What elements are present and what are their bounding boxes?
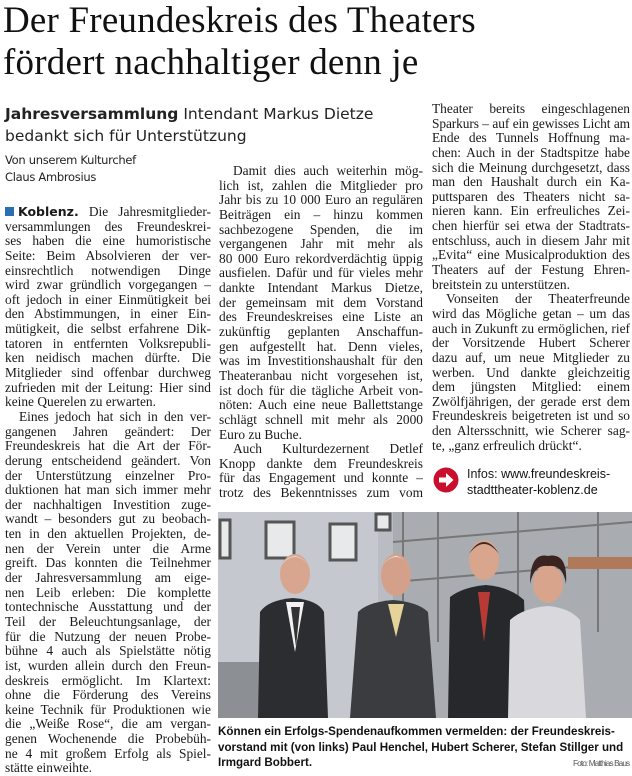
text-line: greift. Das konnten die Teilnehmer xyxy=(5,555,211,571)
text-line: vergangenen Jahr mit mehr als xyxy=(219,236,423,252)
text-line: puttsparen des Theaters nicht sa- xyxy=(432,188,630,204)
text-line: für das Engagement und konnte – xyxy=(219,470,423,486)
text-line: Ende des Tunnels Hoffnung ma- xyxy=(432,130,630,146)
text-line: keine Querelen zu erwarten. xyxy=(5,394,156,410)
text-line: oft jedoch in einer Einmütigkeit bei xyxy=(5,291,211,307)
text-line: des Freundeskreises eine Liste an xyxy=(219,309,423,325)
group-photo xyxy=(218,512,632,718)
text-line: der gemeinsam mit dem Vorstand xyxy=(219,294,423,310)
dateline: Koblenz. xyxy=(18,204,79,219)
text-line: zukünftig geplanten Anschaffun- xyxy=(219,324,423,340)
arrow-right-circle-icon xyxy=(433,467,459,497)
text-line: wird zwar gründlich vorgegangen – xyxy=(5,277,211,293)
text-line: wird das Mögliche getan – um das xyxy=(432,305,630,321)
text-line: gen aufgestellt hat. Denn vieles, xyxy=(219,338,423,354)
text-line: Seite: Beim Absolvieren der ver- xyxy=(5,247,211,263)
text-line: der Jahresversammlung am eige- xyxy=(5,570,211,586)
info-label: Infos: xyxy=(467,467,498,481)
text-line: nöten: Auch eine neue Ballettstange xyxy=(219,397,423,413)
text-line: für die Nutzung der neuen Probe- xyxy=(5,628,211,644)
text-line: ten in den aktuellen Projekten, de- xyxy=(5,526,211,542)
article-paragraph xyxy=(432,102,630,292)
text-line: Mitglieder sind offenbar durchweg xyxy=(5,365,211,381)
article-paragraph xyxy=(219,442,423,501)
text-line: chen hierfür sei etwa der Stadtrats- xyxy=(432,218,630,234)
text-line: den Altersschnitt, wie Scherer sag- xyxy=(432,423,630,439)
article-column-3 xyxy=(432,102,630,453)
text-line xyxy=(5,205,211,220)
caption-line-3: Irmgard Bobbert. xyxy=(218,756,313,769)
text-line: zufrieden mit der Leitung: Hier sind xyxy=(5,379,211,395)
text-line: dankte Intendant Markus Dietze, xyxy=(219,280,423,296)
text-line: Freundeskreis beigetreten ist und so xyxy=(432,408,630,424)
text-line: Zwölfjährigen, der gerade erst dem xyxy=(432,393,630,409)
subhead-text: Intendant Markus Dietze bedankt sich für Unterstützung xyxy=(5,105,374,145)
text-line: lich ist, zahlen die Mitglieder pro xyxy=(219,177,423,193)
text-line: der Vorsitzende Hubert Scherer xyxy=(432,335,630,351)
text-line: 80 000 Euro rekordverdächtig üppig xyxy=(219,250,423,266)
text-line: ne 4 mit großem Erfolg als Spiel- xyxy=(5,745,211,761)
article-paragraph xyxy=(432,292,630,453)
text-line: tatoren in entfernten Volksrepubli- xyxy=(5,335,211,351)
text-line: ist, wurden allein durch den Freun- xyxy=(5,657,211,673)
text-line: te, „ganz erfreulich drückt“. xyxy=(432,437,582,453)
info-box xyxy=(433,466,629,498)
photo-caption xyxy=(218,724,630,771)
info-url-part-1[interactable]: www.freundeskreis- xyxy=(501,467,611,481)
headline-line-1: Der Freundeskreis des Theaters xyxy=(3,0,476,41)
text-line: stätte einweihte. xyxy=(5,760,93,776)
subhead-kicker: Jahresversammlung xyxy=(5,105,179,123)
text-line: sich die Meinung durchgesetzt, dass xyxy=(432,159,630,175)
text-line: chen: Auch in der Stadtspitze habe xyxy=(432,144,630,160)
text-line: was im Investitionshaushalt für den xyxy=(219,353,423,369)
text-line: ken neidisch machen dürfte. Die xyxy=(5,350,211,366)
text-line: ses haben die eine humoristische xyxy=(5,233,211,249)
text-line: trotz des Bekenntnisses zum vom xyxy=(219,485,423,501)
text-line: die „Weiße Rose“, die am vergan- xyxy=(5,716,211,732)
text-line: werben. Und dankte gleichzeitig xyxy=(432,364,630,380)
text-line: nen Leib erleben: Die komplette xyxy=(5,584,211,600)
text-line: entschluss, auch in diesem Jahr mit xyxy=(432,232,630,248)
text-line: Freundeskreis hat die Art der För- xyxy=(5,438,211,454)
text-line: Beiträgen ein – hinzu kommen xyxy=(219,206,423,222)
text-line: Sparkurs – auf ein gewisses Licht am xyxy=(432,115,630,131)
text-line: wandt – besonders gut zu beobach- xyxy=(5,511,211,527)
text-line: bühne 4 auch als Spielstätte nötig xyxy=(5,643,211,659)
text-line: dazu auf, um neue Mitglieder zu xyxy=(432,349,630,365)
text-line: dem jüngsten Mitglied: einem xyxy=(432,379,630,395)
text-line: gangenen Jahren geändert: Der xyxy=(5,423,211,439)
text-line: nieren kann. Ein erfreuliches Zei- xyxy=(432,203,630,219)
text-line: Eines jedoch hat sich in den ver- xyxy=(19,408,211,424)
text-line-rest: Die Jahresmitglieder- xyxy=(88,204,211,219)
text-line: Damit dies auch weiterhin mög- xyxy=(233,163,423,178)
text-line: Theateranbau nicht vorgesehen ist, xyxy=(219,367,423,383)
headline-line-2: fördert nachhaltiger denn je xyxy=(3,42,419,83)
text-line: Knopp dankte dem Freundeskreis xyxy=(219,455,423,471)
article-paragraph xyxy=(5,410,211,776)
text-line: Auch Kulturdezernent Detlef xyxy=(233,441,423,457)
text-line: versammlungen des Freundeskrei- xyxy=(5,218,211,234)
byline-author: Claus Ambrosius xyxy=(5,170,97,184)
info-url-part-2[interactable]: stadttheater-koblenz.de xyxy=(467,483,598,497)
text-line: Theater bereits eingeschlagenen xyxy=(432,101,630,116)
text-line: mütigkeit, die selbst erfahrene Dik- xyxy=(5,321,211,337)
text-line: duktionen hat man sich immer mehr xyxy=(5,482,211,498)
article-column-1 xyxy=(5,205,211,776)
text-line: der nachhaltigen Investition zuge- xyxy=(5,496,211,512)
text-line: auch in Zukunft zu ermöglichen, rief xyxy=(432,320,630,336)
text-line: einsrechtlich notwendigen Dinge xyxy=(5,262,211,278)
text-line: sachbezogene Spenden, die im xyxy=(219,221,423,237)
text-line: der Unterstützung einzelner Pro- xyxy=(5,467,211,483)
article-paragraph xyxy=(5,205,211,410)
text-line: genen Wochenende die Probebüh- xyxy=(5,731,211,747)
caption-line-1: Können ein Erfolgs-Spendenaufkommen vermelden: der Freundeskreis- xyxy=(218,725,615,738)
text-line: ausfielen. Dafür und für vieles mehr xyxy=(219,265,423,281)
article-column-2 xyxy=(219,164,423,501)
headline xyxy=(3,0,623,84)
byline xyxy=(5,152,205,186)
photo-credit: Foto: Matthias Baus xyxy=(573,759,630,768)
text-line: Jahr bis zu 10 000 Euro an regulären xyxy=(219,192,423,208)
text-line: Euro zu Buche. xyxy=(219,426,302,442)
text-line: deskreis ermöglicht. Im Klartext: xyxy=(5,672,211,688)
byline-role: Von unserem Kulturchef xyxy=(5,153,136,167)
text-line: den Abstimmungen, in einer Ein- xyxy=(5,306,211,322)
text-line: ist doch für die tägliche Arbeit von- xyxy=(219,382,423,398)
dateline-square-icon xyxy=(5,207,14,216)
text-line: breitstein zu unterstützen. xyxy=(432,276,570,292)
text-line: derung entscheidend geändert. Von xyxy=(5,452,211,468)
article-paragraph xyxy=(219,164,423,442)
text-line: keine Technik für Produktionen wie xyxy=(5,701,211,717)
subheadline xyxy=(5,103,425,147)
text-line: Vonseiten der Theaterfreunde xyxy=(446,291,630,307)
text-line: ohne die Förderung des Vereins xyxy=(5,687,211,703)
text-line: schlägt schnell mit mehr als 2000 xyxy=(219,411,423,427)
caption-line-2: vorstand mit (von links) Paul Henchel, Hubert Scherer, Stefan Stillger und xyxy=(218,740,624,754)
text-line: Teil der Beleuchtungsanlage, der xyxy=(5,613,211,629)
text-line: „Evita“ eine Musicalproduktion des xyxy=(432,247,630,263)
text-line: nen der Verein unter die Arme xyxy=(5,540,211,556)
text-line: man den Haushalt durch ein Ka- xyxy=(432,174,630,190)
text-line: Theaters auf der Festung Ehren- xyxy=(432,262,630,278)
text-line: tontechnische Ausstattung und der xyxy=(5,599,211,615)
